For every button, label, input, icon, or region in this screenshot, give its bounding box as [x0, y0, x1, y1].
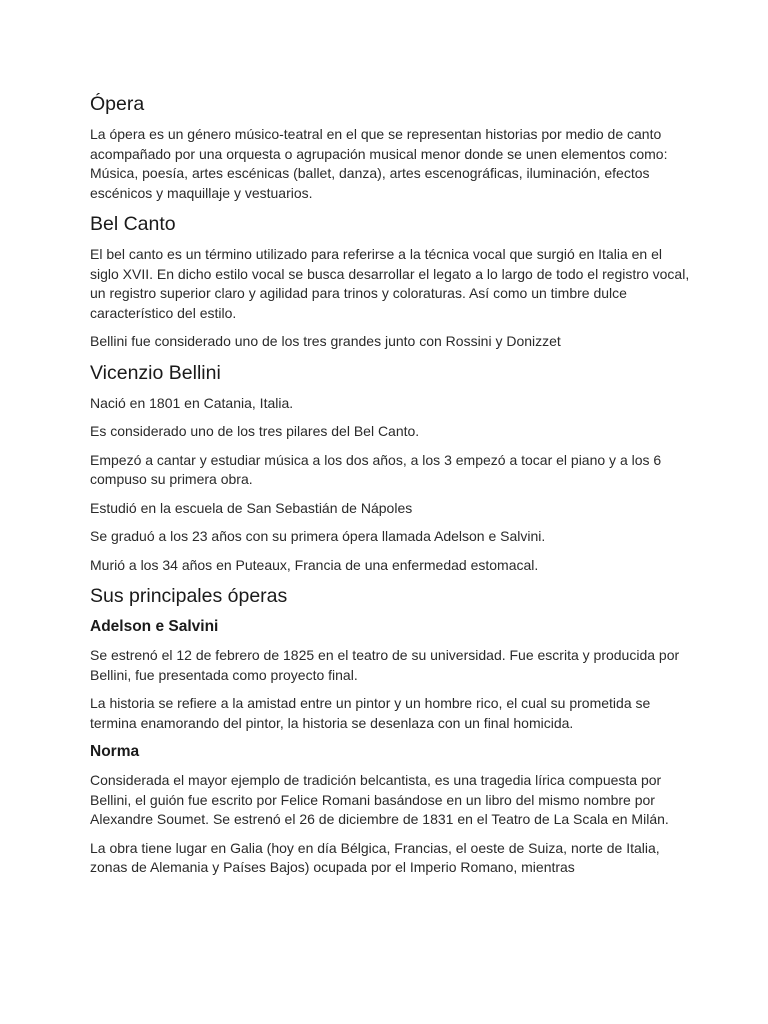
paragraph-opera-definition: La ópera es un género músico-teatral en el que se representan historias por medio de canto acompañado por una orquesta o agrupación musical menor donde se unen elementos como: Música, poesía, artes escénicas (ballet, danza), artes escenográficas, iluminación, efectos escénicos y maquillaje y vestuarios. — [90, 126, 668, 201]
paragraph-norma-setting: La obra tiene lugar en Galia (hoy en día Bélgica, Francias, el oeste de Suiza, norte de Italia, zonas de Alemania y Países Bajos) ocupada por el Imperio Romano, mientras — [90, 839, 660, 875]
paragraph-bellini-childhood: Empezó a cantar y estudiar música a los dos años, a los 3 empezó a tocar el piano y a los 6 compuso su primera obra. — [90, 451, 662, 487]
paragraph-norma-description: Considerada el mayor ejemplo de tradición belcantista, es una tragedia lírica compuesta por Bellini, el guión fue escrito por Felice Romani basándose en un libro del mismo nombre por Alexandre Soumet. Se estrenó el 26 de diciembre de 1831 en el Teatro de La Scala en Milán. — [90, 772, 669, 827]
paragraph-bel-canto-bellini: Bellini fue considerado uno de los tres grandes junto con Rossini y Donizzet — [90, 333, 561, 349]
paragraph-adelson-story: La historia se refiere a la amistad entre un pintor y un hombre rico, el cual su prometida se termina enamorando del pintor, la historia se desenlaza con un final homicida. — [90, 695, 651, 731]
paragraph-bel-canto-definition: El bel canto es un término utilizado para referirse a la técnica vocal que surgió en Italia en el siglo XVII. En dicho estilo vocal se busca desarrollar el legato a lo largo de todo el registro vocal, un registro superior claro y agilidad para trinos y coloraturas. Así como un timbre dulce característico del estilo. — [90, 246, 690, 321]
document-page — [90, 92, 690, 887]
paragraph-bellini-graduation: Se graduó a los 23 años con su primera ópera llamada Adelson e Salvini. — [90, 528, 546, 544]
heading-bellini: Vicenzio Bellini — [90, 361, 221, 384]
paragraph-bellini-death: Murió a los 34 años en Puteaux, Francia de una enfermedad estomacal. — [90, 556, 539, 573]
heading-opera: Ópera — [90, 93, 145, 115]
paragraph-bellini-pillar: Es considerado uno de los tres pilares del Bel Canto. — [90, 423, 420, 439]
subheading-norma: Norma — [90, 743, 140, 760]
paragraph-bellini-school: Estudió en la escuela de San Sebastián de Nápoles — [90, 499, 413, 516]
paragraph-bellini-birth: Nació en 1801 en Catania, Italia. — [90, 394, 294, 411]
heading-bel-canto: Bel Canto — [90, 213, 176, 235]
paragraph-adelson-premiere: Se estrenó el 12 de febrero de 1825 en el teatro de su universidad. Fue escrita y producida por Bellini, fue presentada como proyecto final. — [90, 647, 680, 683]
subheading-adelson: Adelson e Salvini — [90, 618, 219, 635]
heading-main-operas: Sus principales óperas — [90, 585, 288, 607]
